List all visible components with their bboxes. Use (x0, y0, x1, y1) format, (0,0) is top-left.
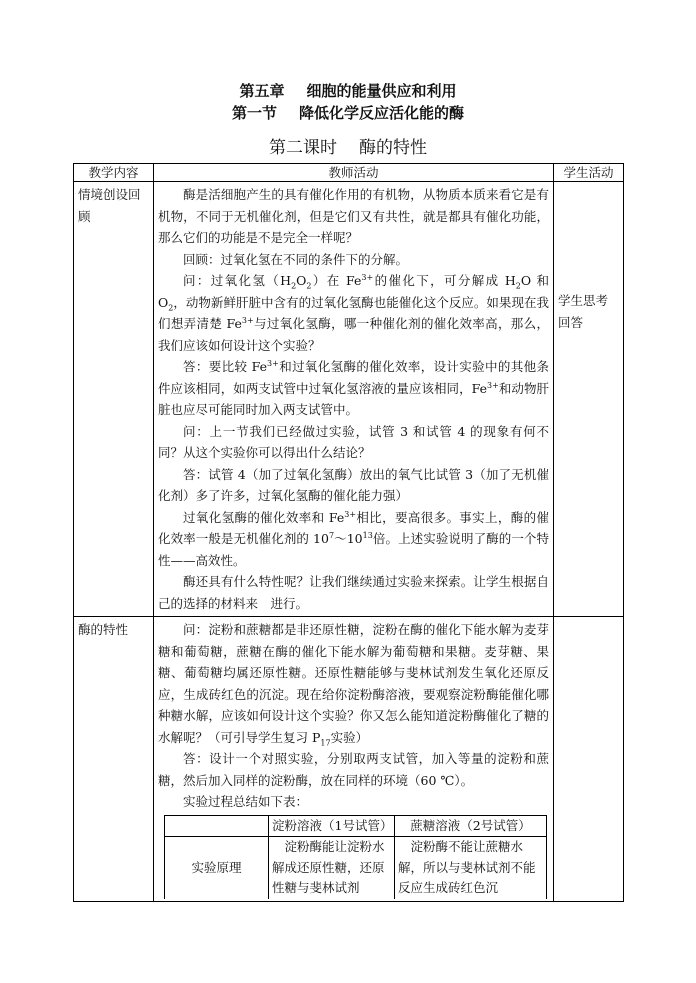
chapter-title: 细胞的能量供应和利用 (306, 82, 457, 100)
lesson-heading (0, 133, 696, 158)
chapter-number: 第五章 (239, 82, 285, 100)
inner-cell-sucrose: 淀粉酶不能让蔗糖水解，所以与斐林试剂不能反应生成砖红色沉 (395, 837, 547, 900)
table-row (74, 182, 624, 617)
lesson-title: 酶的特性 (359, 138, 427, 158)
inner-header-blank (165, 815, 269, 837)
chapter-heading (0, 80, 696, 101)
header-student: 学生活动 (554, 164, 624, 182)
inner-header-starch: 淀粉溶液（1号试管） (269, 815, 395, 837)
experiment-table (164, 815, 547, 900)
row2-content: 酶的特性 (74, 617, 154, 902)
paragraph: 答：试管 4（加了过氧化氢酶）放出的氧气比试管 3（加了无机催化剂）多了许多，过氧化氢酶的催化能力强） (158, 466, 549, 503)
section-heading (0, 102, 696, 123)
inner-row-label: 实验原理 (165, 837, 269, 900)
section-title: 降低化学反应活化能的酶 (299, 104, 465, 122)
row1-student-activity: 学生思考回答 (554, 182, 624, 617)
row2-teacher-activity (154, 617, 554, 902)
inner-cell-starch: 淀粉酶能让淀粉水解成还原性糖，还原性糖与斐林试剂 (269, 837, 395, 900)
lesson-plan-table (73, 163, 624, 902)
section-number: 第一节 (231, 104, 277, 122)
table-row (74, 617, 624, 902)
paragraph: 问：淀粉和蔗糖都是非还原性糖，淀粉在酶的催化下能水解为麦芽糖和葡萄糖，蔗糖在酶的催化下能水解为葡萄糖和果糖。麦芽糖、果糖、葡萄糖均属还原性糖。还原性糖能够与斐林试剂发生氧化还原反应，生成砖红色的沉淀。现在给你淀粉酶溶液，要观察淀粉酶能催化哪种糖水解，应该如何设计这个实验？你又怎么能知道淀粉酶催化了糖的水解呢？（可引导学生复习 $P_{17}$实验） (158, 622, 549, 747)
paragraph: 答：设计一个对照实验，分别取两支试管，加入等量的淀粉和蔗糖，然后加入同样的淀粉酶，放在同样的环境（60 ℃）。 (158, 751, 549, 788)
table-row (165, 837, 547, 900)
table-row (165, 815, 547, 837)
paragraph: 问：过氧化氢$(H_2O_2)$在 $Fe^{3+}$的催化下，可分解成 $H_2O$ 和 $O_2$，动物新鲜肝脏中含有的过氧化氢酶也能催化这个反应。如果现在我们想弄清楚 $Fe^{3+}$与过氧化氢酶，哪一种催化剂的催化效率高，那么，我们应该如何设计这个实验？ (158, 272, 549, 353)
row2-student-activity (554, 617, 624, 902)
paragraph: 回顾：过氧化氢在不同的条件下的分解。 (183, 251, 409, 267)
paragraph: 过氧化氢酶的催化效率和 $Fe^{3+}$相比，要高很多。事实上，酶的催化效率一般是无机催化剂的 $10^7\sim 10^{13}$倍。上述实验说明了酶的一个特性——高效性。 (158, 509, 549, 568)
row1-content: 情境创设回顾 (74, 182, 154, 617)
inner-header-sucrose: 蔗糖溶液（2号试管） (395, 815, 547, 837)
row1-teacher-activity (154, 182, 554, 617)
paragraph: 实验过程总结如下表： (183, 794, 309, 809)
paragraph: 问：上一节我们已经做过实验，试管 3 和试管 4 的现象有何不同？从这个实验你可以得出什么结论？ (158, 423, 549, 460)
paragraph: 酶还具有什么特性呢？让我们继续通过实验来探索。让学生根据自己的选择的材料来 进行。 (158, 574, 549, 611)
lesson-number: 第二课时 (269, 138, 337, 158)
header-content: 教学内容 (74, 164, 154, 182)
paragraph: 酶是活细胞产生的具有催化作用的有机物，从物质本质来看它是有机物，不同于无机催化剂，但是它们又有共性，就是都具有催化功能，那么它们的功能是不是完全一样呢？ (158, 187, 549, 245)
paragraph: 答：要比较 $Fe^{3+}$和过氧化氢酶的催化效率，设计实验中的其他条件应该相同，如两支试管中过氧化氢溶液的量应该相同，$Fe^{3+}$和动物肝脏也应尽可能同时加入两支试管中。 (158, 358, 549, 417)
header-teacher: 教师活动 (154, 164, 554, 182)
table-header-row (74, 164, 624, 182)
